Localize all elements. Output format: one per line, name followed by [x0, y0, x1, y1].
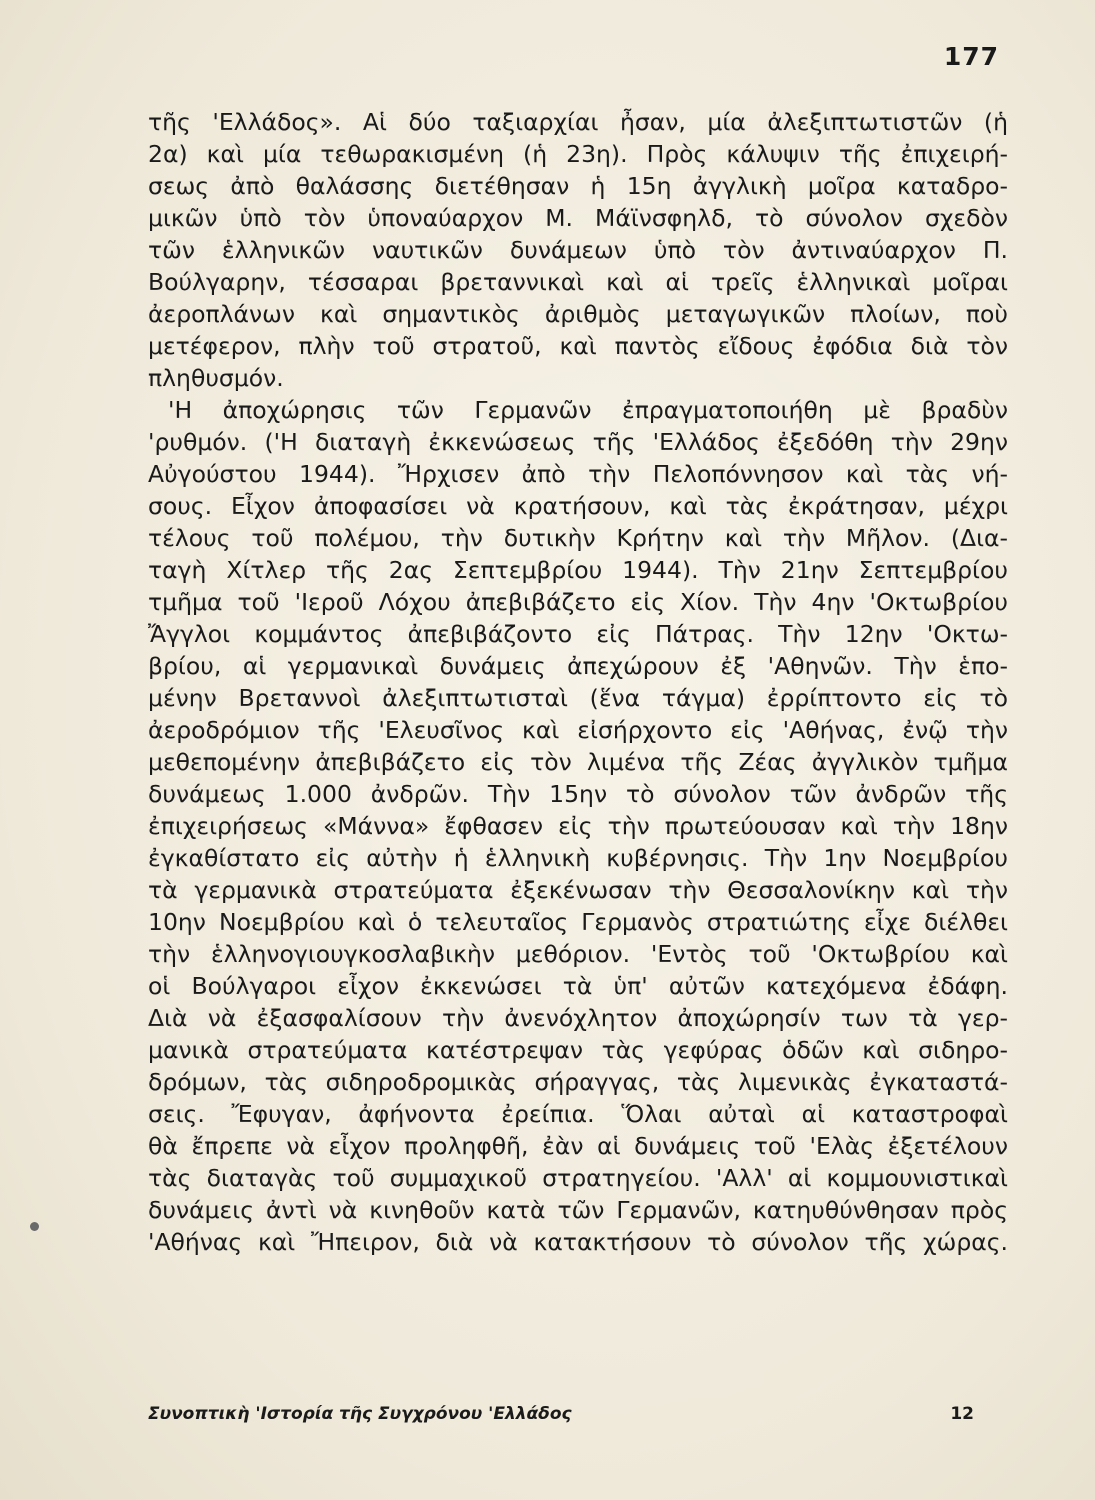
text-line: 'ρυθμόν. ('Η διαταγὴ ἐκκενώσεως τῆς 'Ελλάδος ἐξεδόθη τὴν 29ην	[148, 428, 1008, 456]
text-line: ταγὴ Χίτλερ τῆς 2ας Σεπτεμβρίου 1944). Τὴν 21ην Σεπτεμβρίου	[148, 556, 1008, 584]
text-line: σους. Εἶχον ἀποφασίσει νὰ κρατήσουν, καὶ τὰς ἐκράτησαν, μέχρι	[148, 492, 1008, 520]
text-line: μανικὰ στρατεύματα κατέστρεψαν τὰς γεφύρας ὁδῶν καὶ σιδηρο-	[148, 1036, 1008, 1064]
text-line: μικῶν ὑπὸ τὸν ὑποναύαρχον Μ. Μάϊνσφηλδ, τὸ σύνολον σχεδὸν	[148, 204, 1008, 232]
text-line: θὰ ἔπρεπε νὰ εἶχον προληφθῆ, ἐὰν αἱ δυνάμεις τοῦ 'Ελὰς ἐξετέλουν	[148, 1132, 1008, 1160]
text-line: Βούλγαρην, τέσσαραι βρεταννικαὶ καὶ αἱ τρεῖς ἑλληνικαὶ μοῖραι	[148, 268, 1008, 296]
text-line: Διὰ νὰ ἐξασφαλίσουν τὴν ἀνενόχλητον ἀποχώρησίν των τὰ γερ-	[148, 1004, 1008, 1032]
text-line: μένην Βρεταννοὶ ἀλεξιπτωτισταὶ (ἕνα τάγμα) ἐρρίπτοντο εἰς τὸ	[148, 684, 1008, 712]
page-number: 177	[943, 42, 999, 71]
page-footer	[148, 1404, 974, 1432]
text-line: σεις. Ἔφυγαν, ἀφήνοντα ἐρείπια. Ὅλαι αὐταὶ αἱ καταστροφαὶ	[148, 1100, 1008, 1128]
margin-dot	[30, 1222, 39, 1231]
text-line: σεως ἀπὸ θαλάσσης διετέθησαν ἡ 15η ἀγγλικὴ μοῖρα καταδρο-	[148, 172, 1008, 200]
text-line: 'Αθήνας καὶ Ἤπειρον, διὰ νὰ κατακτήσουν τὸ σύνολον τῆς χώρας.	[148, 1228, 1008, 1256]
text-line: Ἄγγλοι κομμάντος ἀπεβιβάζοντο εἰς Πάτρας. Τὴν 12ην 'Οκτω-	[148, 620, 1008, 648]
text-line: δυνάμεις ἀντὶ νὰ κινηθοῦν κατὰ τῶν Γερμανῶν, κατηυθύνθησαν πρὸς	[148, 1196, 1008, 1224]
text-line: βρίου, αἱ γερμανικαὶ δυνάμεις ἀπεχώρουν ἐξ 'Αθηνῶν. Τὴν ἑπο-	[148, 652, 1008, 680]
text-line: πληθυσμόν.	[148, 364, 284, 392]
text-line: τῶν ἑλληνικῶν ναυτικῶν δυνάμεων ὑπὸ τὸν ἀντιναύαρχον Π.	[148, 236, 1008, 264]
text-line: μεθεπομένην ἀπεβιβάζετο εἰς τὸν λιμένα τῆς Ζέας ἀγγλικὸν τμῆμα	[148, 748, 1008, 776]
text-line: τὰ γερμανικὰ στρατεύματα ἐξεκένωσαν τὴν Θεσσαλονίκην καὶ τὴν	[148, 876, 1008, 904]
text-line: τέλους τοῦ πολέμου, τὴν δυτικὴν Κρήτην καὶ τὴν Μῆλον. (Δια-	[148, 524, 1008, 552]
text-line: τὴν ἑλληνογιουγκοσλαβικὴν μεθόριον. 'Εντὸς τοῦ 'Οκτωβρίου καὶ	[148, 940, 1008, 968]
text-line: τμῆμα τοῦ 'Ιεροῦ Λόχου ἀπεβιβάζετο εἰς Χίον. Τὴν 4ην 'Οκτωβρίου	[148, 588, 1008, 616]
text-line: οἱ Βούλγαροι εἶχον ἐκκενώσει τὰ ὑπ' αὐτῶν κατεχόμενα ἐδάφη.	[148, 972, 1008, 1000]
footer-signature-number: 12	[950, 1404, 974, 1424]
text-line: ἀεροπλάνων καὶ σημαντικὸς ἀριθμὸς μεταγωγικῶν πλοίων, ποὺ	[148, 300, 1008, 328]
body-text	[148, 106, 1008, 1258]
text-line: ἐπιχειρήσεως «Μάννα» ἔφθασεν εἰς τὴν πρωτεύουσαν καὶ τὴν 18ην	[148, 812, 1008, 840]
text-line: δρόμων, τὰς σιδηροδρομικὰς σήραγγας, τὰς λιμενικὰς ἐγκαταστά-	[148, 1068, 1008, 1096]
footer-book-title: Συνοπτικὴ 'Ιστορία τῆς Συγχρόνου 'Ελλάδος	[148, 1404, 572, 1424]
text-line: ἐγκαθίστατο εἰς αὐτὴν ἡ ἑλληνικὴ κυβέρνησις. Τὴν 1ην Νοεμβρίου	[148, 844, 1008, 872]
text-line: τὰς διαταγὰς τοῦ συμμαχικοῦ στρατηγείου. 'Αλλ' αἱ κομμουνιστικαὶ	[148, 1164, 1008, 1192]
text-line: Αὐγούστου 1944). Ἤρχισεν ἀπὸ τὴν Πελοπόννησον καὶ τὰς νή-	[148, 460, 1008, 488]
text-line: τῆς 'Ελλάδος». Αἱ δύο ταξιαρχίαι ἦσαν, μία ἀλεξιπτωτιστῶν (ἡ	[148, 108, 1008, 136]
text-line: ἀεροδρόμιον τῆς 'Ελευσῖνος καὶ εἰσήρχοντο εἰς 'Αθήνας, ἐνῷ τὴν	[148, 716, 1008, 744]
text-line: 2α) καὶ μία τεθωρακισμένη (ἡ 23η). Πρὸς κάλυψιν τῆς ἐπιχειρή-	[148, 140, 1008, 168]
text-line: 10ην Νοεμβρίου καὶ ὁ τελευταῖος Γερμανὸς στρατιώτης εἶχε διέλθει	[148, 908, 1008, 936]
text-line: δυνάμεως 1.000 ἀνδρῶν. Τὴν 15ην τὸ σύνολον τῶν ἀνδρῶν τῆς	[148, 780, 1008, 808]
text-line: μετέφερον, πλὴν τοῦ στρατοῦ, καὶ παντὸς εἴδους ἐφόδια διὰ τὸν	[148, 332, 1008, 360]
text-line: 'Η ἀποχώρησις τῶν Γερμανῶν ἐπραγματοποιήθη μὲ βραδὺν	[168, 396, 1008, 424]
